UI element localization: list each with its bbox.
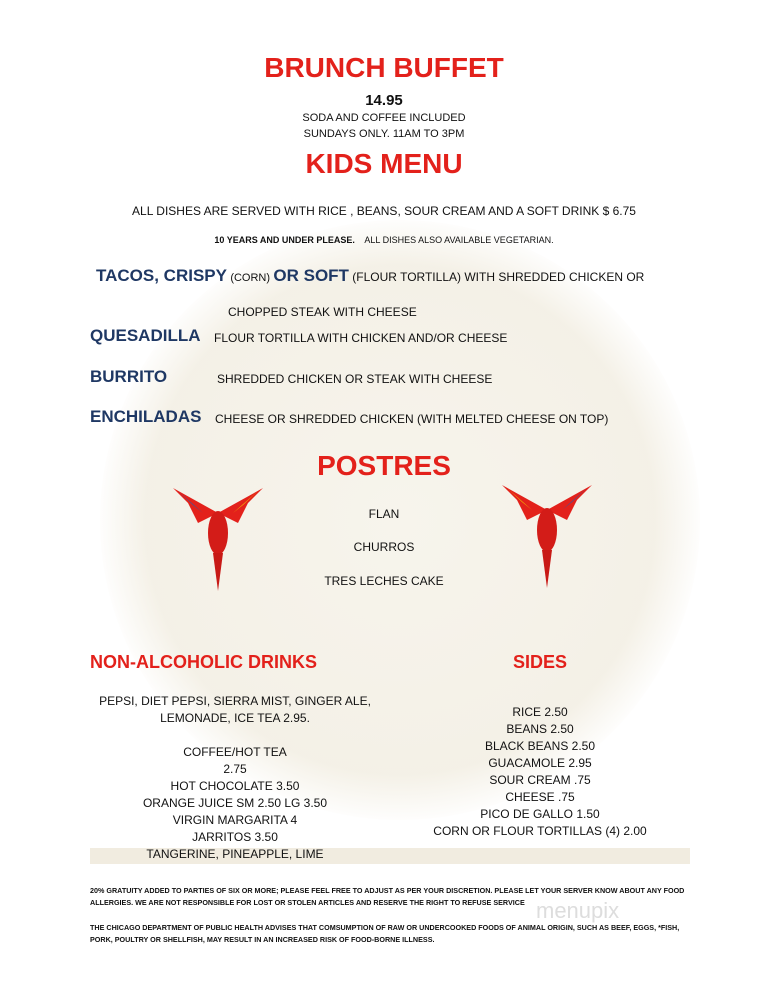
age-note: 10 YEARS AND UNDER PLEASE. <box>214 235 355 245</box>
side-line: CORN OR FLOUR TORTILLAS (4) 2.00 <box>433 824 647 838</box>
health-advisory: THE CHICAGO DEPARTMENT OF PUBLIC HEALTH ADVISES THAT COMSUMPTION OF RAW OR UNDERCOOKED FOODS OF ANIMAL ORIGIN, SUCH AS BEEF, EGGS, *FISH, PORK, POULTRY OR SHELLFISH, MAY RESULT IN AN INCREASED RISK OF FOOD-BORNE ILLNESS. <box>90 923 680 944</box>
tacos-c: OR SOFT <box>273 266 349 285</box>
drinks-title: NON-ALCOHOLIC DRINKS <box>90 652 317 672</box>
drink-line: HOT CHOCOLATE 3.50 <box>170 779 300 793</box>
postre-item: FLAN <box>368 507 400 521</box>
drink-line: VIRGIN MARGARITA 4 <box>172 813 298 827</box>
sides-title: SIDES <box>512 652 568 672</box>
item-desc: FLOUR TORTILLA WITH CHICKEN AND/OR CHEESE <box>214 331 508 345</box>
brunch-title: BRUNCH BUFFET <box>264 52 504 83</box>
kids-age-note <box>0 235 768 245</box>
side-line: BLACK BEANS 2.50 <box>484 739 596 753</box>
side-line: GUACAMOLE 2.95 <box>488 756 592 770</box>
brunch-line2: SUNDAYS ONLY. 11AM TO 3PM <box>303 128 465 140</box>
tacos-item <box>96 266 644 286</box>
parrot-icon <box>497 480 597 590</box>
item-desc: CHEESE OR SHREDDED CHICKEN (WITH MELTED CHEESE ON TOP) <box>215 412 609 426</box>
side-line: CHEESE .75 <box>505 790 575 804</box>
drink-line: 2.75 <box>223 762 247 776</box>
tacos-name: TACOS, CRISPY <box>96 266 227 285</box>
drink-line: TANGERINE, PINEAPPLE, LIME <box>146 847 324 861</box>
drink-line: LEMONADE, ICE TEA 2.95. <box>160 711 310 725</box>
drink-line: ORANGE JUICE SM 2.50 LG 3.50 <box>142 796 328 810</box>
kids-title: KIDS MENU <box>305 148 463 179</box>
drinks-list <box>80 693 390 863</box>
kids-note: ALL DISHES ARE SERVED WITH RICE , BEANS, SOUR CREAM AND A SOFT DRINK $ 6.75 <box>132 204 636 218</box>
side-line: PICO DE GALLO 1.50 <box>480 807 600 821</box>
item-desc: SHREDDED CHICKEN OR STEAK WITH CHEESE <box>217 372 493 386</box>
item-name: BURRITO <box>90 367 168 386</box>
drink-line: COFFEE/HOT TEA <box>183 745 287 759</box>
veg-note: ALL DISHES ALSO AVAILABLE VEGETARIAN. <box>364 235 554 245</box>
postres-title: POSTRES <box>317 450 451 481</box>
side-line: RICE 2.50 <box>512 705 568 719</box>
brunch-line1: SODA AND COFFEE INCLUDED <box>302 112 466 124</box>
drink-line: JARRITOS 3.50 <box>192 830 278 844</box>
item-name: ENCHILADAS <box>90 407 202 426</box>
sides-list <box>420 704 660 840</box>
drink-line: PEPSI, DIET PEPSI, SIERRA MIST, GINGER ALE, <box>99 694 371 708</box>
side-line: SOUR CREAM .75 <box>489 773 591 787</box>
side-line: BEANS 2.50 <box>506 722 574 736</box>
tacos-d: (FLOUR TORTILLA) WITH SHREDDED CHICKEN OR <box>352 270 645 284</box>
tacos-b: (CORN) <box>230 272 271 284</box>
brunch-price: 14.95 <box>365 92 403 109</box>
postre-item: CHURROS <box>353 540 415 554</box>
postre-item: TRES LECHES CAKE <box>324 574 444 588</box>
parrot-icon <box>168 483 268 593</box>
item-name: QUESADILLA <box>90 326 201 345</box>
watermark: menupix <box>536 898 620 923</box>
tacos-desc: CHOPPED STEAK WITH CHEESE <box>228 305 417 319</box>
gratuity-note: 20% GRATUITY ADDED TO PARTIES OF SIX OR MORE; PLEASE FEEL FREE TO ADJUST AS PER YOUR DISCRETION. PLEASE LET YOUR SERVER KNOW ABOUT ANY FOOD ALLERGIES. WE ARE NOT RESPONSIBLE FOR LOST OR STOLEN ARTICLES AND RESERVE THE RIGHT TO REFUSE SERVICE <box>90 886 685 907</box>
